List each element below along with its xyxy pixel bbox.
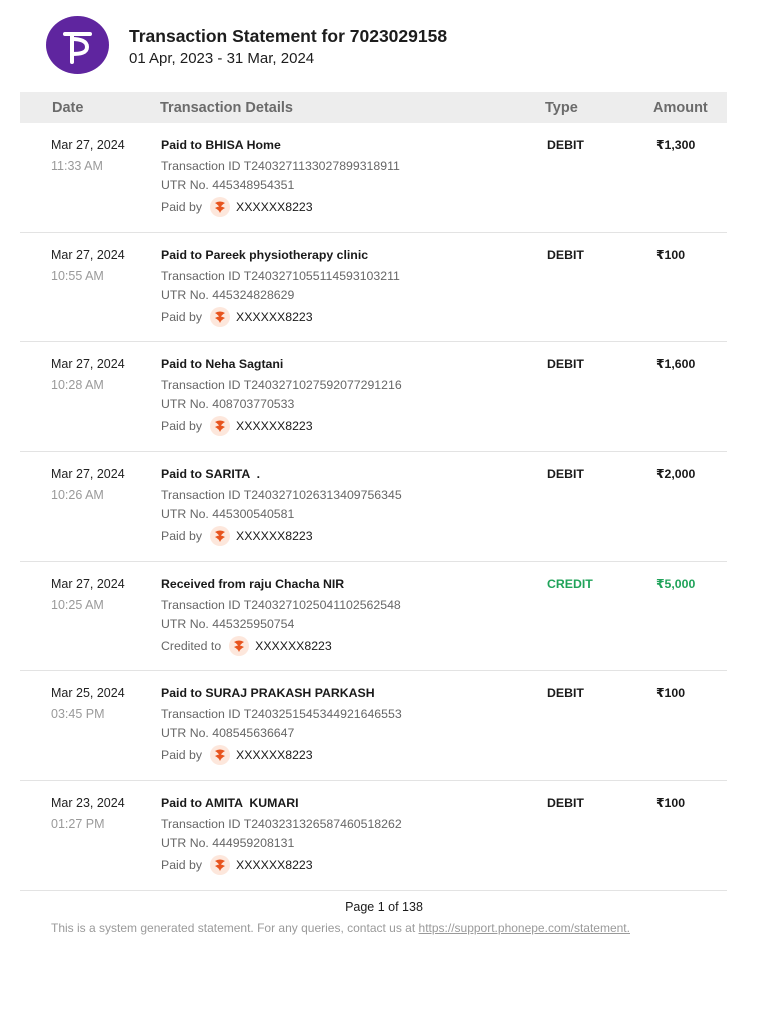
bank-logo-icon [229, 636, 249, 656]
txn-date: Mar 25, 2024 [51, 686, 125, 701]
account-label: Paid by [161, 529, 203, 544]
bank-logo-icon [210, 855, 230, 875]
txn-id: Transaction ID T2403271055114593103211 [161, 268, 400, 283]
column-header-details: Transaction Details [160, 100, 293, 116]
account-number: XXXXXX8223 [236, 529, 313, 544]
txn-description: Paid to SURAJ PRAKASH PARKASH [161, 686, 375, 701]
txn-type: DEBIT [547, 796, 584, 811]
txn-time: 11:33 AM [51, 159, 103, 173]
support-link[interactable]: https://support.phonepe.com/statement. [418, 921, 630, 935]
txn-id: Transaction ID T2403271133027899318911 [161, 159, 400, 173]
column-header-amount: Amount [653, 100, 708, 116]
bank-logo-icon [210, 416, 230, 436]
statement-header [46, 16, 726, 76]
table-row [20, 562, 727, 672]
txn-account [161, 526, 313, 546]
txn-id: Transaction ID T2403231326587460518262 [161, 817, 402, 832]
txn-amount: ₹2,000 [656, 467, 696, 482]
transaction-list [20, 123, 727, 891]
bank-logo-icon [210, 307, 230, 327]
txn-date: Mar 27, 2024 [51, 576, 125, 591]
txn-time: 10:28 AM [51, 378, 104, 393]
txn-amount: ₹1,300 [656, 138, 696, 152]
txn-description: Paid to Neha Sagtani [161, 357, 284, 372]
txn-account [161, 197, 313, 217]
txn-type: DEBIT [547, 686, 584, 701]
txn-amount: ₹100 [656, 686, 686, 701]
bank-logo-icon [210, 526, 230, 546]
txn-time: 01:27 PM [51, 817, 105, 832]
table-row [20, 452, 727, 562]
footer-note [51, 921, 630, 935]
txn-description: Paid to Pareek physiotherapy clinic [161, 247, 369, 262]
txn-time: 10:55 AM [51, 268, 104, 283]
txn-account [161, 307, 313, 327]
txn-type: DEBIT [547, 467, 584, 482]
txn-id: Transaction ID T2403271027592077291216 [161, 378, 402, 393]
bank-logo-icon [210, 197, 230, 217]
txn-date: Mar 27, 2024 [51, 138, 125, 152]
txn-type: DEBIT [547, 357, 584, 372]
account-number: XXXXXX8223 [236, 748, 313, 763]
table-row [20, 671, 727, 781]
txn-time: 03:45 PM [51, 707, 105, 722]
table-row [20, 123, 727, 233]
txn-account [161, 745, 313, 765]
txn-description: Paid to BHISA Home [161, 138, 281, 152]
account-label: Credited to [161, 638, 222, 653]
txn-amount: ₹100 [656, 247, 686, 262]
account-label: Paid by [161, 309, 203, 324]
phonepe-logo-icon [46, 16, 109, 74]
account-number: XXXXXX8223 [236, 309, 313, 324]
account-label: Paid by [161, 200, 203, 214]
account-label: Paid by [161, 419, 203, 434]
page-number: Page 1 of 138 [345, 900, 423, 914]
footer-note-text: This is a system generated statement. For any queries, contact us at [51, 921, 419, 935]
account-number: XXXXXX8223 [236, 858, 313, 873]
txn-time: 10:26 AM [51, 488, 104, 503]
table-header [20, 92, 727, 123]
txn-id: Transaction ID T2403271026313409756345 [161, 488, 402, 503]
txn-utr: UTR No. 408703770533 [161, 397, 295, 412]
account-number: XXXXXX8223 [236, 200, 313, 214]
table-row [20, 233, 727, 343]
txn-utr: UTR No. 408545636647 [161, 726, 295, 741]
txn-date: Mar 27, 2024 [51, 247, 125, 262]
column-header-date: Date [52, 100, 84, 116]
txn-description: Paid to AMITA KUMARI [161, 796, 299, 811]
txn-utr: UTR No. 445348954351 [161, 178, 295, 192]
txn-utr: UTR No. 445300540581 [161, 507, 295, 522]
txn-description: Paid to SARITA . [161, 467, 261, 482]
txn-id: Transaction ID T2403251545344921646553 [161, 707, 402, 722]
txn-amount: ₹1,600 [656, 357, 696, 372]
txn-utr: UTR No. 445325950754 [161, 616, 295, 631]
account-label: Paid by [161, 858, 203, 873]
txn-account [161, 636, 332, 656]
txn-date: Mar 27, 2024 [51, 467, 125, 482]
statement-title: Transaction Statement for 7023029158 [129, 26, 448, 46]
txn-date: Mar 23, 2024 [51, 796, 125, 811]
txn-id: Transaction ID T2403271025041102562548 [161, 597, 401, 612]
statement-period: 01 Apr, 2023 - 31 Mar, 2024 [129, 50, 315, 67]
txn-date: Mar 27, 2024 [51, 357, 125, 372]
account-label: Paid by [161, 748, 203, 763]
txn-amount: ₹5,000 [656, 576, 696, 591]
table-row [20, 342, 727, 452]
txn-account [161, 416, 313, 436]
column-header-type: Type [545, 100, 578, 116]
txn-amount: ₹100 [656, 796, 686, 811]
txn-type: DEBIT [547, 247, 584, 262]
account-number: XXXXXX8223 [255, 638, 332, 653]
table-row [20, 781, 727, 891]
txn-time: 10:25 AM [51, 597, 104, 612]
txn-description: Received from raju Chacha NIR [161, 576, 345, 591]
account-number: XXXXXX8223 [236, 419, 313, 434]
txn-type: DEBIT [547, 138, 584, 152]
txn-utr: UTR No. 444959208131 [161, 836, 295, 851]
txn-utr: UTR No. 445324828629 [161, 287, 295, 302]
txn-type: CREDIT [547, 576, 593, 591]
txn-account [161, 855, 313, 875]
bank-logo-icon [210, 745, 230, 765]
